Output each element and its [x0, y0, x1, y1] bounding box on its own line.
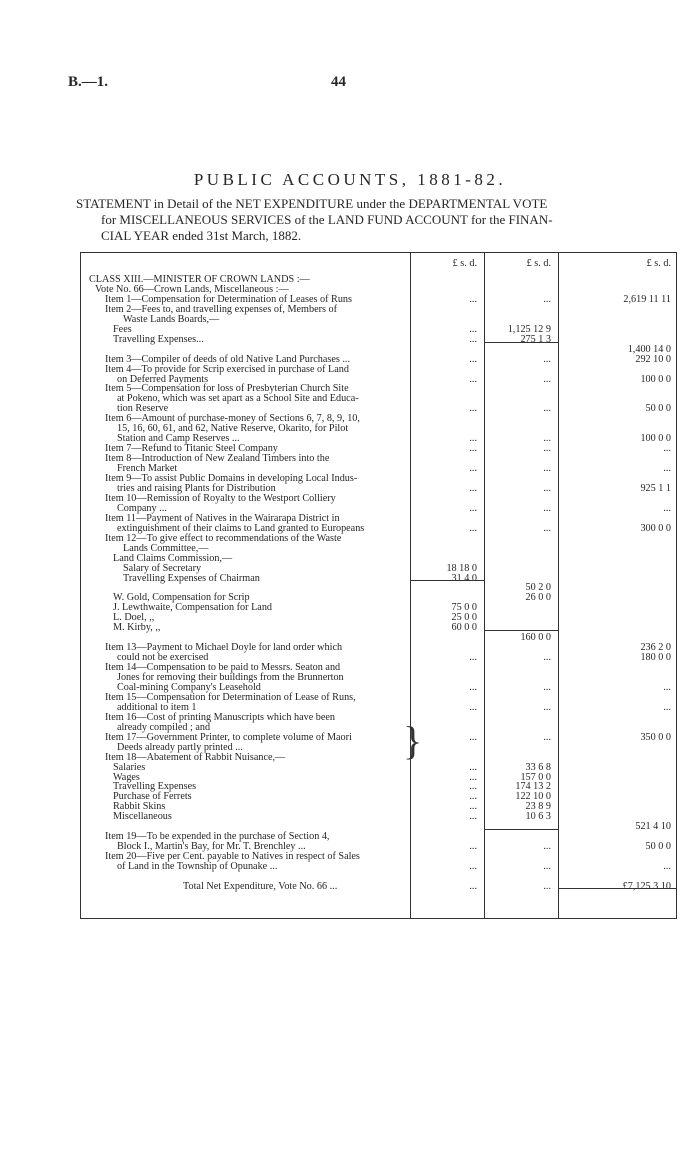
column-header-row	[81, 257, 676, 270]
row-description: on Deferred Payments	[117, 373, 209, 385]
row-description: Item 5—Compensation for loss of Presbyterian Church Site	[105, 383, 349, 395]
row-description: could not be exercised	[117, 652, 209, 664]
page-title: PUBLIC ACCOUNTS, 1881-82.	[193, 170, 507, 189]
row-description: Item 16—Cost of printing Manuscripts which have been	[105, 711, 336, 723]
amount-cell: ...	[543, 681, 551, 693]
row-description: Item 6—Amount of purchase-money of Sections 6, 7, 8, 9, 10,	[105, 413, 360, 425]
amount-cell: ...	[543, 433, 551, 445]
amount-cell: ...	[469, 652, 477, 664]
amount-cell: ...	[543, 652, 551, 664]
row-description: additional to item 1	[117, 701, 197, 713]
row-description: Item 8—Introduction of New Zealand Timbers into the	[105, 453, 330, 465]
row-description: Station and Camp Reserves ...	[117, 433, 240, 445]
amount-cell: ...	[543, 841, 551, 853]
subtotal-rule	[485, 342, 558, 343]
row-description: Lands Committee,—	[123, 542, 209, 554]
row-description: J. Lewthwaite, Compensation for Land	[113, 602, 273, 614]
amount-cell: 26 0 0	[525, 592, 551, 604]
amount-cell: ...	[469, 522, 477, 534]
amount-cell: 160 0 0	[520, 632, 551, 644]
row-description: Miscellaneous	[113, 811, 172, 823]
row-description: Vote No. 66—Crown Lands, Miscellaneous :—	[95, 283, 289, 295]
row-description: Item 12—To give effect to recommendations of the Waste	[105, 532, 342, 544]
row-description: extinguishment of their claims to Land granted to Europeans	[117, 522, 365, 534]
row-description: Travelling Expenses	[113, 781, 197, 793]
amount-cell: 300 0 0	[640, 522, 671, 534]
row-description: Item 1—Compensation for Determination of Leases of Runs	[105, 293, 352, 305]
amount-cell: 50 0 0	[645, 403, 671, 415]
amount-cell: 350 0 0	[640, 731, 671, 743]
amount-cell: ...	[543, 502, 551, 514]
amount-cell: ...	[543, 443, 551, 455]
amount-cell: ...	[469, 443, 477, 455]
row-description: Item 17—Government Printer, to complete volume of Maori	[105, 731, 352, 743]
amount-cell: ...	[469, 841, 477, 853]
row-description: Jones for removing their buildings from the Brunnerton	[117, 672, 344, 683]
amount-cell: ...	[543, 701, 551, 713]
amount-cell: 31 4 0	[451, 572, 477, 584]
row-description: Item 10—Remission of Royalty to the Westport Colliery	[105, 492, 336, 504]
table-row	[81, 880, 676, 893]
amount-cell: ...	[663, 861, 671, 873]
amount-cell: 122 10 0	[515, 791, 551, 803]
amount-cell: 521 4 10	[635, 821, 671, 833]
row-description: 15, 16, 60, 61, and 62, Native Reserve, Okarito, for Pilot	[117, 423, 349, 435]
row-description: Coal-mining Company's Leasehold	[117, 681, 261, 693]
row-description: Item 13—Payment to Michael Doyle for land order which	[105, 642, 343, 654]
amount-cell: 100 0 0	[640, 433, 671, 445]
row-description: W. Gold, Compensation for Scrip	[113, 592, 250, 604]
brace-mark: }	[403, 718, 423, 763]
amount-cell: 100 0 0	[640, 373, 671, 385]
amount-cell: 23 8 9	[525, 801, 551, 813]
amount-cell: ...	[469, 781, 477, 793]
amount-cell: ...	[663, 701, 671, 713]
amount-cell: ...	[663, 463, 671, 475]
row-description: M. Kirby, ,,	[113, 622, 161, 634]
amount-cell: ...	[543, 403, 551, 415]
row-description: tries and raising Plants for Distribution	[117, 482, 276, 494]
row-description: Item 15—Compensation for Determination of Lease of Runs,	[105, 691, 356, 703]
row-description: L. Doel, ,,	[113, 612, 155, 624]
subtotal-rule	[485, 829, 558, 830]
row-description: of Land in the Township of Opunake ...	[117, 861, 278, 873]
amount-cell: 2,619 11 11	[623, 293, 671, 305]
row-description: Salary of Secretary	[123, 562, 202, 574]
row-description: Company ...	[117, 502, 167, 514]
row-description: Item 4—To provide for Scrip exercised in purchase of Land	[105, 363, 349, 375]
amount-cell: ...	[469, 502, 477, 514]
amount-cell: ...	[469, 761, 477, 773]
statement-line-1: STATEMENT in Detail of the NET EXPENDITURE under the DEPARTMENTAL VOTE	[76, 196, 548, 211]
expenditure-table	[80, 252, 677, 919]
row-description: Item 20—Five per Cent. payable to Natives in respect of Sales	[105, 851, 360, 863]
amount-cell: ...	[469, 731, 477, 743]
amount-cell: 75 0 0	[451, 602, 477, 614]
subtotal-rule	[485, 630, 558, 631]
row-description: Item 11—Payment of Natives in the Wairarapa District in	[105, 512, 340, 524]
amount-cell: ...	[663, 681, 671, 693]
row-description: CLASS XIII.—MINISTER OF CROWN LANDS :—	[89, 274, 310, 285]
amount-cell: ...	[469, 880, 477, 892]
amount-cell: 25 0 0	[451, 612, 477, 624]
row-description: Total Net Expenditure, Vote No. 66 ...	[183, 880, 338, 892]
amount-cell: 18 18 0	[446, 562, 477, 574]
row-description: Waste Lands Boards,—	[123, 313, 220, 325]
amount-cell: 292 10 0	[635, 353, 671, 365]
row-description: Item 19—To be expended in the purchase of Section 4,	[105, 831, 330, 843]
statement-line-3: CIAL YEAR ended 31st March, 1882.	[101, 228, 302, 243]
amount-cell: ...	[469, 333, 477, 345]
amount-cell: ...	[543, 880, 551, 892]
row-description: Item 2—Fees to, and travelling expenses of, Members of	[105, 303, 337, 315]
amount-cell: 33 6 8	[525, 761, 551, 773]
amount-cell: £7,125 3 10	[622, 880, 671, 892]
row-description: Purchase of Ferrets	[113, 791, 192, 803]
row-description: Travelling Expenses...	[113, 333, 204, 345]
amount-cell: ...	[543, 861, 551, 873]
amount-cell: ...	[543, 522, 551, 534]
amount-cell: ...	[469, 861, 477, 873]
amount-cell: ...	[469, 433, 477, 445]
amount-cell: 1,125 12 9	[507, 323, 551, 335]
row-description: at Pokeno, which was set apart as a School Site and Educa-	[117, 393, 359, 405]
amount-cell: ...	[469, 323, 477, 335]
column-header: £ s. d.	[526, 258, 551, 269]
amount-cell: ...	[469, 811, 477, 823]
amount-cell: ...	[543, 482, 551, 494]
amount-cell: 275 1 3	[520, 333, 551, 345]
amount-cell: 50 2 0	[525, 582, 551, 594]
amount-cell: ...	[469, 353, 477, 365]
amount-cell: ...	[663, 502, 671, 514]
row-description: Item 9—To assist Public Domains in developing Local Indus-	[105, 473, 358, 484]
row-description: Item 14—Compensation to be paid to Messrs. Seaton and	[105, 662, 341, 674]
row-description: already compiled ; and	[117, 721, 211, 733]
amount-cell: ...	[469, 801, 477, 813]
column-header: £ s. d.	[646, 258, 671, 269]
amount-cell: ...	[469, 681, 477, 693]
column-header: £ s. d.	[452, 258, 477, 269]
row-description: Land Claims Commission,—	[113, 552, 233, 564]
row-description: Item 7—Refund to Titanic Steel Company	[105, 443, 278, 455]
row-description: Salaries	[113, 761, 146, 773]
subtotal-rule	[411, 580, 484, 581]
amount-cell: 174 13 2	[515, 781, 551, 793]
row-description: Travelling Expenses of Chairman	[123, 572, 260, 584]
amount-cell: ...	[543, 731, 551, 743]
amount-cell: 925 1 1	[640, 482, 671, 494]
amount-cell: ...	[469, 771, 477, 783]
amount-cell: ...	[543, 353, 551, 365]
row-description: French Market	[117, 463, 178, 475]
amount-cell: 1,400 14 0	[627, 343, 671, 355]
amount-cell: 236 2 0	[640, 642, 671, 654]
amount-cell: ...	[663, 443, 671, 455]
row-description: tion Reserve	[117, 403, 169, 415]
document-reference: B.—1.	[68, 74, 109, 90]
amount-cell: ...	[543, 293, 551, 305]
amount-cell: 10 6 3	[525, 811, 551, 823]
amount-cell: ...	[469, 293, 477, 305]
amount-cell: ...	[469, 403, 477, 415]
amount-cell: ...	[469, 791, 477, 803]
statement-line-2: for MISCELLANEOUS SERVICES of the LAND FUND ACCOUNT for the FINAN-	[101, 212, 553, 227]
row-description: Wages	[113, 771, 140, 783]
row-description: Deeds already partly printed ...	[117, 741, 243, 753]
amount-cell: 180 0 0	[640, 652, 671, 664]
row-description: Fees	[113, 323, 132, 335]
amount-cell: 157 0 0	[520, 771, 551, 783]
amount-cell: 50 0 0	[645, 841, 671, 853]
row-description: Rabbit Skins	[113, 801, 166, 813]
amount-cell: ...	[543, 463, 551, 475]
row-description: Block I., Martin's Bay, for Mr. T. Brenchley ...	[117, 841, 306, 853]
page-number: 44	[331, 74, 346, 90]
amount-cell: ...	[469, 463, 477, 475]
amount-cell: ...	[469, 482, 477, 494]
amount-cell: ...	[469, 373, 477, 385]
amount-cell: 60 0 0	[451, 622, 477, 634]
row-description: Item 18—Abatement of Rabbit Nuisance,—	[105, 751, 286, 763]
row-description: Item 3—Compiler of deeds of old Native Land Purchases ...	[105, 353, 351, 365]
total-rule	[559, 888, 676, 889]
amount-cell: ...	[469, 701, 477, 713]
amount-cell: ...	[543, 373, 551, 385]
